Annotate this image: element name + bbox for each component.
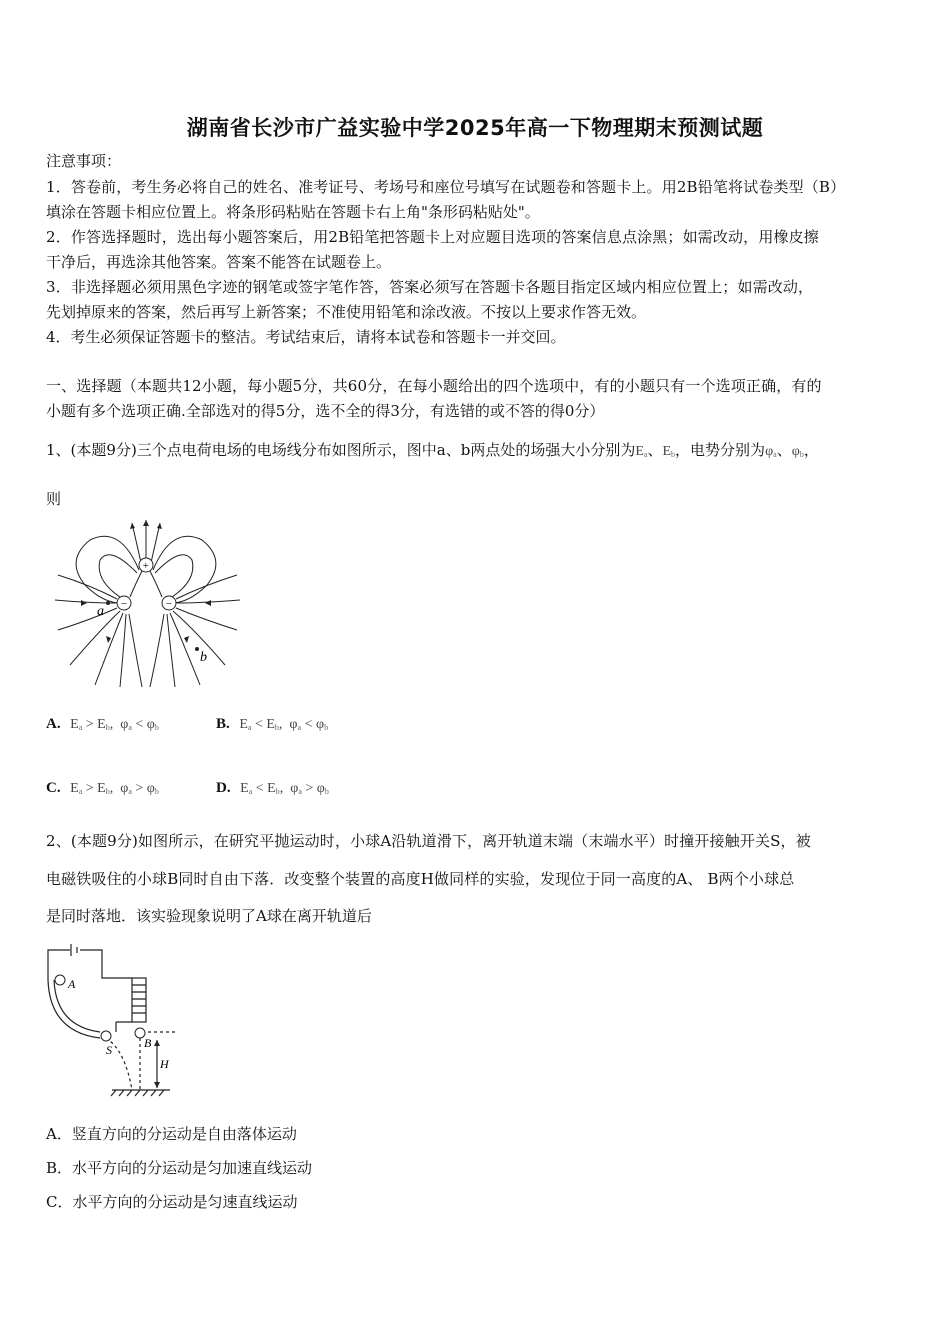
- q1-option-c[interactable]: C. $E_a > E_b$, $\varphi_a > \varphi_b$: [46, 780, 159, 796]
- switch-label: S: [106, 1043, 112, 1057]
- ball-a-label: A: [68, 977, 76, 991]
- switch-contact: [101, 1031, 111, 1041]
- notice-line: 1．答卷前，考生务必将自己的姓名、准考证号、考场号和座位号填写在试题卷和答题卡上。用2B铅笔将试卷类型（B）: [46, 178, 846, 196]
- q1-stem: 1、(本题9分)三个点电荷电场的电场线分布如图所示，图中a、b两点处的场强大小分别为$E_a$、$E_b$，电势分别为$\varphi_a$、$\varphi_b$，: [46, 441, 819, 459]
- notice-line: 2．作答选择题时，选出每小题答案后，用2B铅笔把答题卡上对应题目选项的答案信息点涂黑；如需改动，用橡皮擦: [46, 228, 819, 246]
- ball-a: [55, 975, 65, 985]
- section-heading-cont: 小题有多个选项正确.全部选对的得5分，选不全的得3分，有选错的或不答的得0分）: [46, 402, 605, 420]
- q1-then: 则: [46, 490, 62, 508]
- phia-symbol: $\varphi_a$: [765, 444, 777, 459]
- point-b-label: b: [200, 650, 207, 665]
- projectile-apparatus-figure: [40, 940, 180, 1098]
- page-title: 湖南省长沙市广益实验中学2025年高一下物理期末预测试题: [186, 116, 764, 140]
- q2-option-b[interactable]: B．水平方向的分运动是匀加速直线运动: [46, 1159, 313, 1177]
- point-a-label: a: [97, 604, 104, 619]
- minus-sign-right: −: [165, 598, 173, 610]
- q2-option-a[interactable]: A．竖直方向的分运动是自由落体运动: [46, 1125, 297, 1143]
- plus-sign: +: [142, 560, 150, 572]
- electric-field-figure: [50, 515, 245, 690]
- notice-heading: 注意事项：: [46, 152, 122, 170]
- minus-sign-left: −: [120, 598, 128, 610]
- q1-option-d[interactable]: D. $E_a < E_b$, $\varphi_a > \varphi_b$: [216, 780, 329, 796]
- notice-line: 3．非选择题必须用黑色字迹的钢笔或签字笔作答，答案必须写在答题卡各题目指定区域内相应位置上；如需改动，: [46, 278, 814, 296]
- notice-line: 干净后，再选涂其他答案。答案不能答在试题卷上。: [46, 253, 392, 271]
- q2-option-c[interactable]: C．水平方向的分运动是匀速直线运动: [46, 1193, 298, 1211]
- ea-symbol: $E_a$: [635, 444, 648, 459]
- notice-line: 填涂在答题卡相应位置上。将条形码粘贴在答题卡右上角"条形码粘贴处"。: [46, 203, 540, 221]
- q1-option-a[interactable]: A. $E_a > E_b$, $\varphi_a < \varphi_b$: [46, 716, 159, 732]
- ball-b-label: B: [144, 1036, 152, 1050]
- q2-stem-cont: 电磁铁吸住的小球B同时自由下落．改变整个装置的高度H做同样的实验，发现位于同一高度的A、 B两个小球总: [46, 870, 795, 888]
- section-heading: 一、选择题（本题共12小题，每小题5分，共60分，在每小题给出的四个选项中，有的小题只有一个选项正确，有的: [46, 377, 822, 395]
- eb-symbol: $E_b$: [662, 444, 676, 459]
- q1-option-b[interactable]: B. $E_a < E_b$, $\varphi_a < \varphi_b$: [216, 716, 329, 732]
- notice-line: 4．考生必须保证答题卡的整洁。考试结束后，请将本试卷和答题卡一并交回。: [46, 328, 566, 346]
- notice-line: 先划掉原来的答案，然后再写上新答案；不准使用铅笔和涂改液。不按以上要求作答无效。: [46, 303, 647, 321]
- height-label: H: [160, 1057, 169, 1071]
- q2-stem: 2、(本题9分)如图所示，在研究平抛运动时，小球A沿轨道滑下，离开轨道末端（末端水平）时撞开接触开关S，被: [46, 832, 811, 850]
- q2-stem-cont: 是同时落地．该实验现象说明了A球在离开轨道后: [46, 907, 372, 925]
- phib-symbol: $\varphi_b$: [791, 444, 804, 459]
